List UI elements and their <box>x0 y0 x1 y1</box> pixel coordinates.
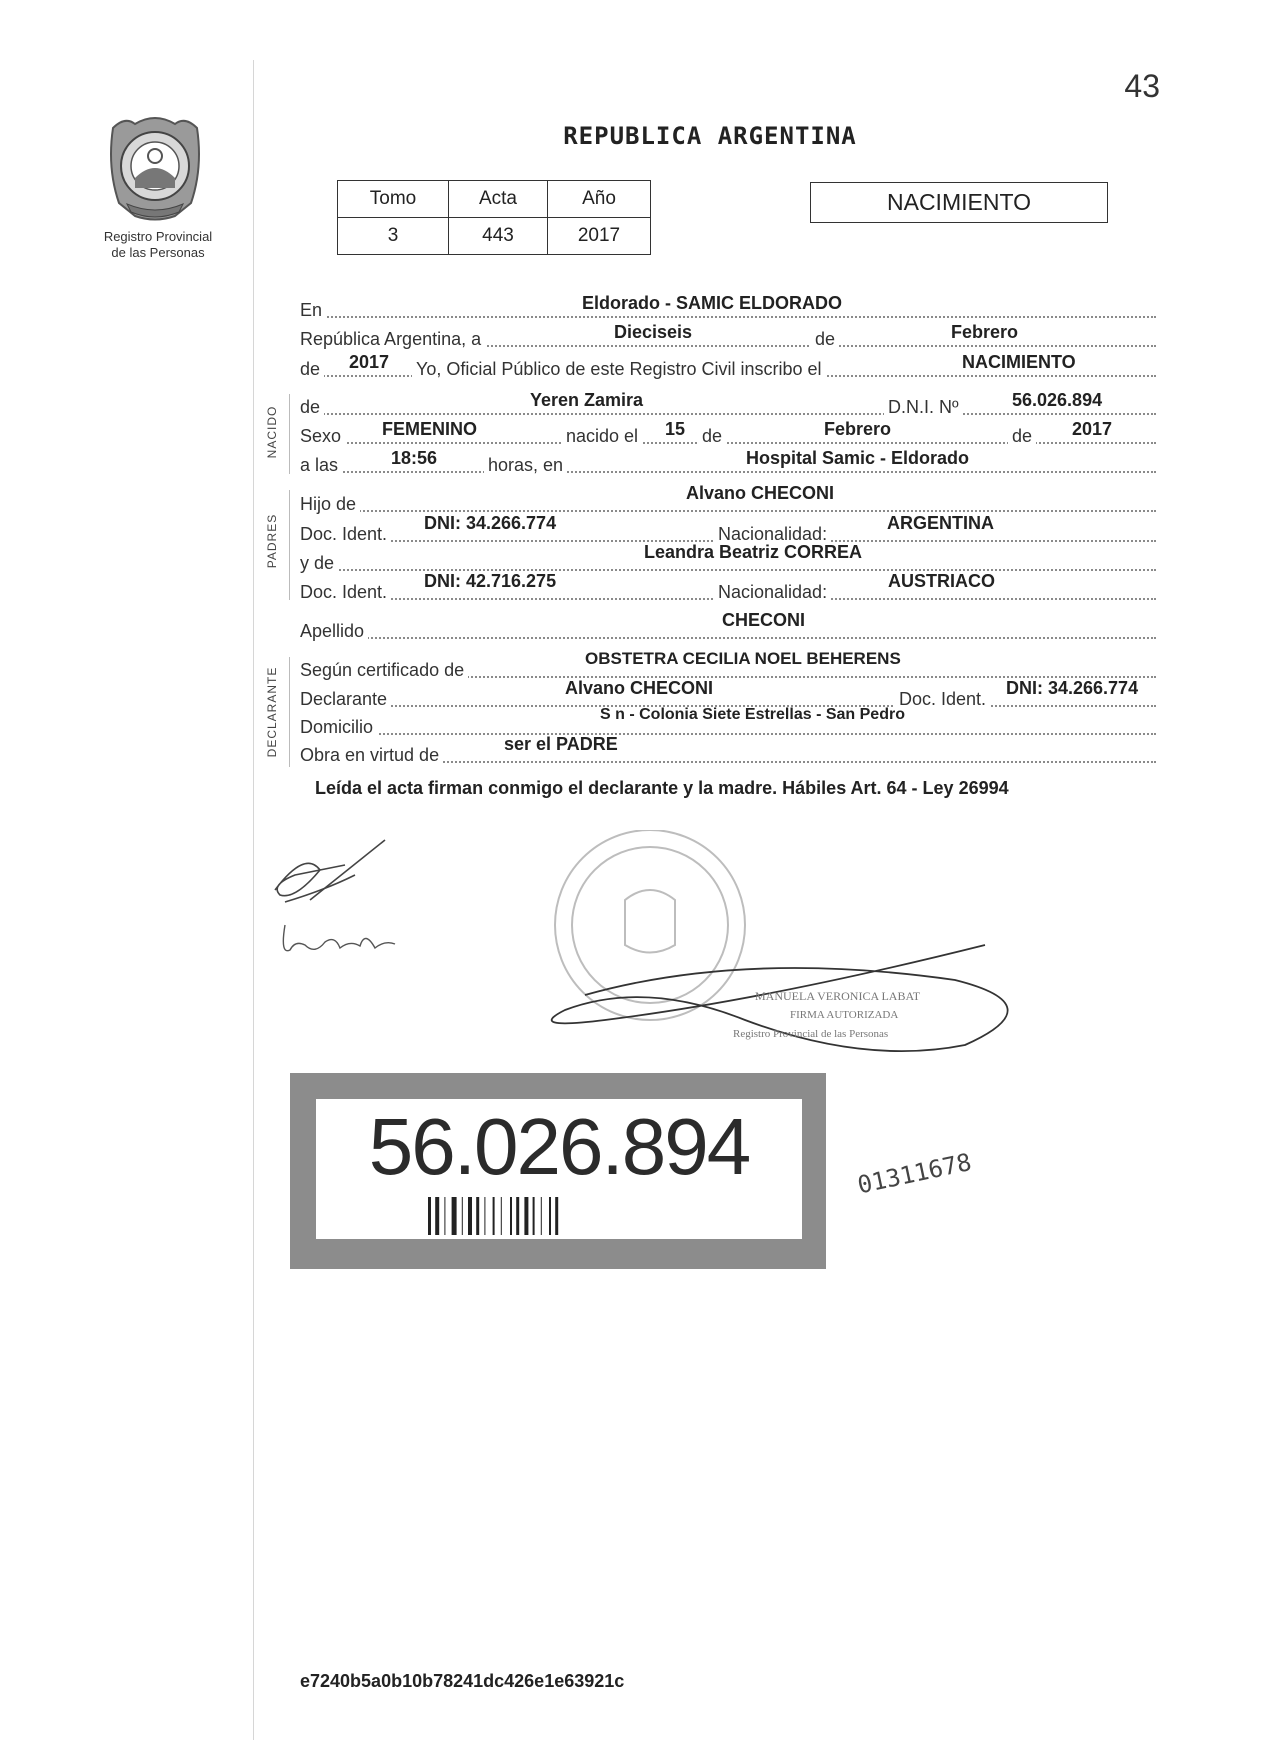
left-margin-line <box>253 60 254 1740</box>
id-code-inner <box>316 1099 802 1239</box>
value-apellido: CHECONI <box>722 610 806 630</box>
padres-section-label: PADRES <box>265 513 279 569</box>
control-number: 01311678 <box>855 1147 974 1200</box>
label-de-anio-nacimiento: de <box>1008 426 1036 447</box>
id-code-panel <box>290 1073 826 1269</box>
registry-name <box>80 229 236 261</box>
label-de-mes: de <box>811 329 839 350</box>
value-mes-nacimiento: Febrero <box>824 419 892 439</box>
row-obra <box>300 734 1156 766</box>
label-domicilio: Domicilio <box>300 717 377 738</box>
label-nacionalidad-padre: Nacionalidad: <box>714 524 831 545</box>
value-sexo: FEMENINO <box>382 419 478 439</box>
value-madre-doc: DNI: 42.716.275 <box>424 571 557 591</box>
declarant-signature-icon <box>275 840 385 902</box>
value-lugar-nacimiento: Hospital Samic - Eldorado <box>746 448 970 468</box>
row-madre <box>300 542 1156 574</box>
row-fecha-inscripcion <box>300 322 1156 350</box>
label-nacido-el: nacido el <box>562 426 642 447</box>
label-sexo: Sexo <box>300 426 345 447</box>
declarante-section-label: DECLARANTE <box>265 666 279 758</box>
row-padre <box>300 483 1156 515</box>
value-dia-inscripcion: Dieciseis <box>614 322 693 342</box>
id-number: 56.026.894 <box>368 1102 750 1191</box>
label-de-anio: de <box>300 359 324 380</box>
stamp-line-2: FIRMA AUTORIZADA <box>790 1009 899 1021</box>
stamp-circle-icon <box>555 830 745 1020</box>
anio-value: 2017 <box>548 218 651 255</box>
value-dni: 56.026.894 <box>1012 390 1103 410</box>
value-declarante-doc: DNI: 34.266.774 <box>1006 678 1139 698</box>
value-madre-nacionalidad: AUSTRIACO <box>888 571 995 591</box>
document-hash: e7240b5a0b10b78241dc426e1e63921c <box>300 1671 625 1691</box>
label-en: En <box>300 300 326 321</box>
label-y-de: y de <box>300 553 338 574</box>
value-lugar: Eldorado - SAMIC ELDORADO <box>582 293 842 313</box>
value-mes-inscripcion: Febrero <box>951 322 1019 342</box>
row-nombre <box>300 390 1156 418</box>
registry-line-1: Registro Provincial <box>103 229 213 244</box>
value-padre-doc: DNI: 34.266.774 <box>424 513 557 533</box>
value-tipo-inscripcion: NACIMIENTO <box>962 352 1076 372</box>
tomo-value: 3 <box>338 218 449 255</box>
label-republica-a: República Argentina, a <box>300 329 485 350</box>
row-certificado <box>300 649 1156 681</box>
value-declarante: Alvano CHECONI <box>565 678 714 698</box>
stamp-line-1: MANUELA VERONICA LABAT <box>755 989 921 1003</box>
value-madre: Leandra Beatriz CORREA <box>644 542 863 562</box>
row-apellido <box>300 610 1156 642</box>
document-type-box: NACIMIENTO <box>810 182 1108 223</box>
nacido-section-label: NACIDO <box>265 405 279 459</box>
label-yo-oficial: Yo, Oficial Público de este Registro Civil inscribo el <box>412 359 826 380</box>
declarante-section-bar <box>289 657 290 767</box>
registry-line-2: de las Personas <box>111 245 205 260</box>
label-segun-certificado: Según certificado de <box>300 660 468 681</box>
label-de-mes-nacimiento: de <box>698 426 726 447</box>
row-lugar <box>300 293 1156 321</box>
value-padre: Alvano CHECONI <box>686 483 835 503</box>
value-nombre: Yeren Zamira <box>530 390 644 410</box>
signatures-and-stamp <box>265 830 1045 1060</box>
value-dia-nacimiento: 15 <box>665 419 686 439</box>
tomo-header: Tomo <box>338 181 449 218</box>
value-obra: ser el PADRE <box>504 734 618 754</box>
acta-header: Acta <box>449 181 548 218</box>
row-anio-inscripcion <box>300 352 1156 380</box>
page-number: 43 <box>1124 68 1160 104</box>
value-padre-nacionalidad: ARGENTINA <box>887 513 994 533</box>
label-doc-ident-madre: Doc. Ident. <box>300 582 391 603</box>
row-sexo <box>300 419 1156 447</box>
row-domicilio <box>300 706 1156 738</box>
barcode-icon <box>428 1197 690 1235</box>
label-obra-en-virtud: Obra en virtud de <box>300 745 443 766</box>
acta-value: 443 <box>449 218 548 255</box>
label-hijo-de: Hijo de <box>300 494 360 515</box>
label-doc-ident-declarante: Doc. Ident. <box>895 689 990 710</box>
anio-header: Año <box>548 181 651 218</box>
nacido-section-bar <box>289 394 290 474</box>
row-madre-doc <box>300 571 1156 603</box>
label-doc-ident-padre: Doc. Ident. <box>300 524 391 545</box>
row-hora <box>300 448 1156 476</box>
row-padre-doc <box>300 513 1156 545</box>
value-domicilio: S n - Colonia Siete Estrellas - San Pedro <box>600 706 905 723</box>
label-nacionalidad-madre: Nacionalidad: <box>714 582 831 603</box>
value-anio-nacimiento: 2017 <box>1072 419 1113 439</box>
value-hora: 18:56 <box>391 448 438 468</box>
value-certificado: OBSTETRA CECILIA NOEL BEHERENS <box>585 649 901 668</box>
label-horas-en: horas, en <box>484 455 567 476</box>
mother-signature-icon <box>283 925 395 951</box>
volume-table <box>337 180 651 255</box>
document-title: REPUBLICA ARGENTINA <box>563 122 857 150</box>
label-declarante: Declarante <box>300 689 391 710</box>
label-apellido: Apellido <box>300 621 368 642</box>
value-anio-inscripcion: 2017 <box>349 352 390 372</box>
label-de-nombre: de <box>300 397 324 418</box>
stamp-line-3: Registro Provincial de las Personas <box>733 1028 889 1040</box>
padres-section-bar <box>289 490 290 600</box>
label-dni-no: D.N.I. Nº <box>884 397 963 418</box>
legal-statement: Leída el acta firman conmigo el declarante y la madre. Hábiles Art. 64 - Ley 26994 <box>315 778 1009 798</box>
label-a-las: a las <box>300 455 342 476</box>
